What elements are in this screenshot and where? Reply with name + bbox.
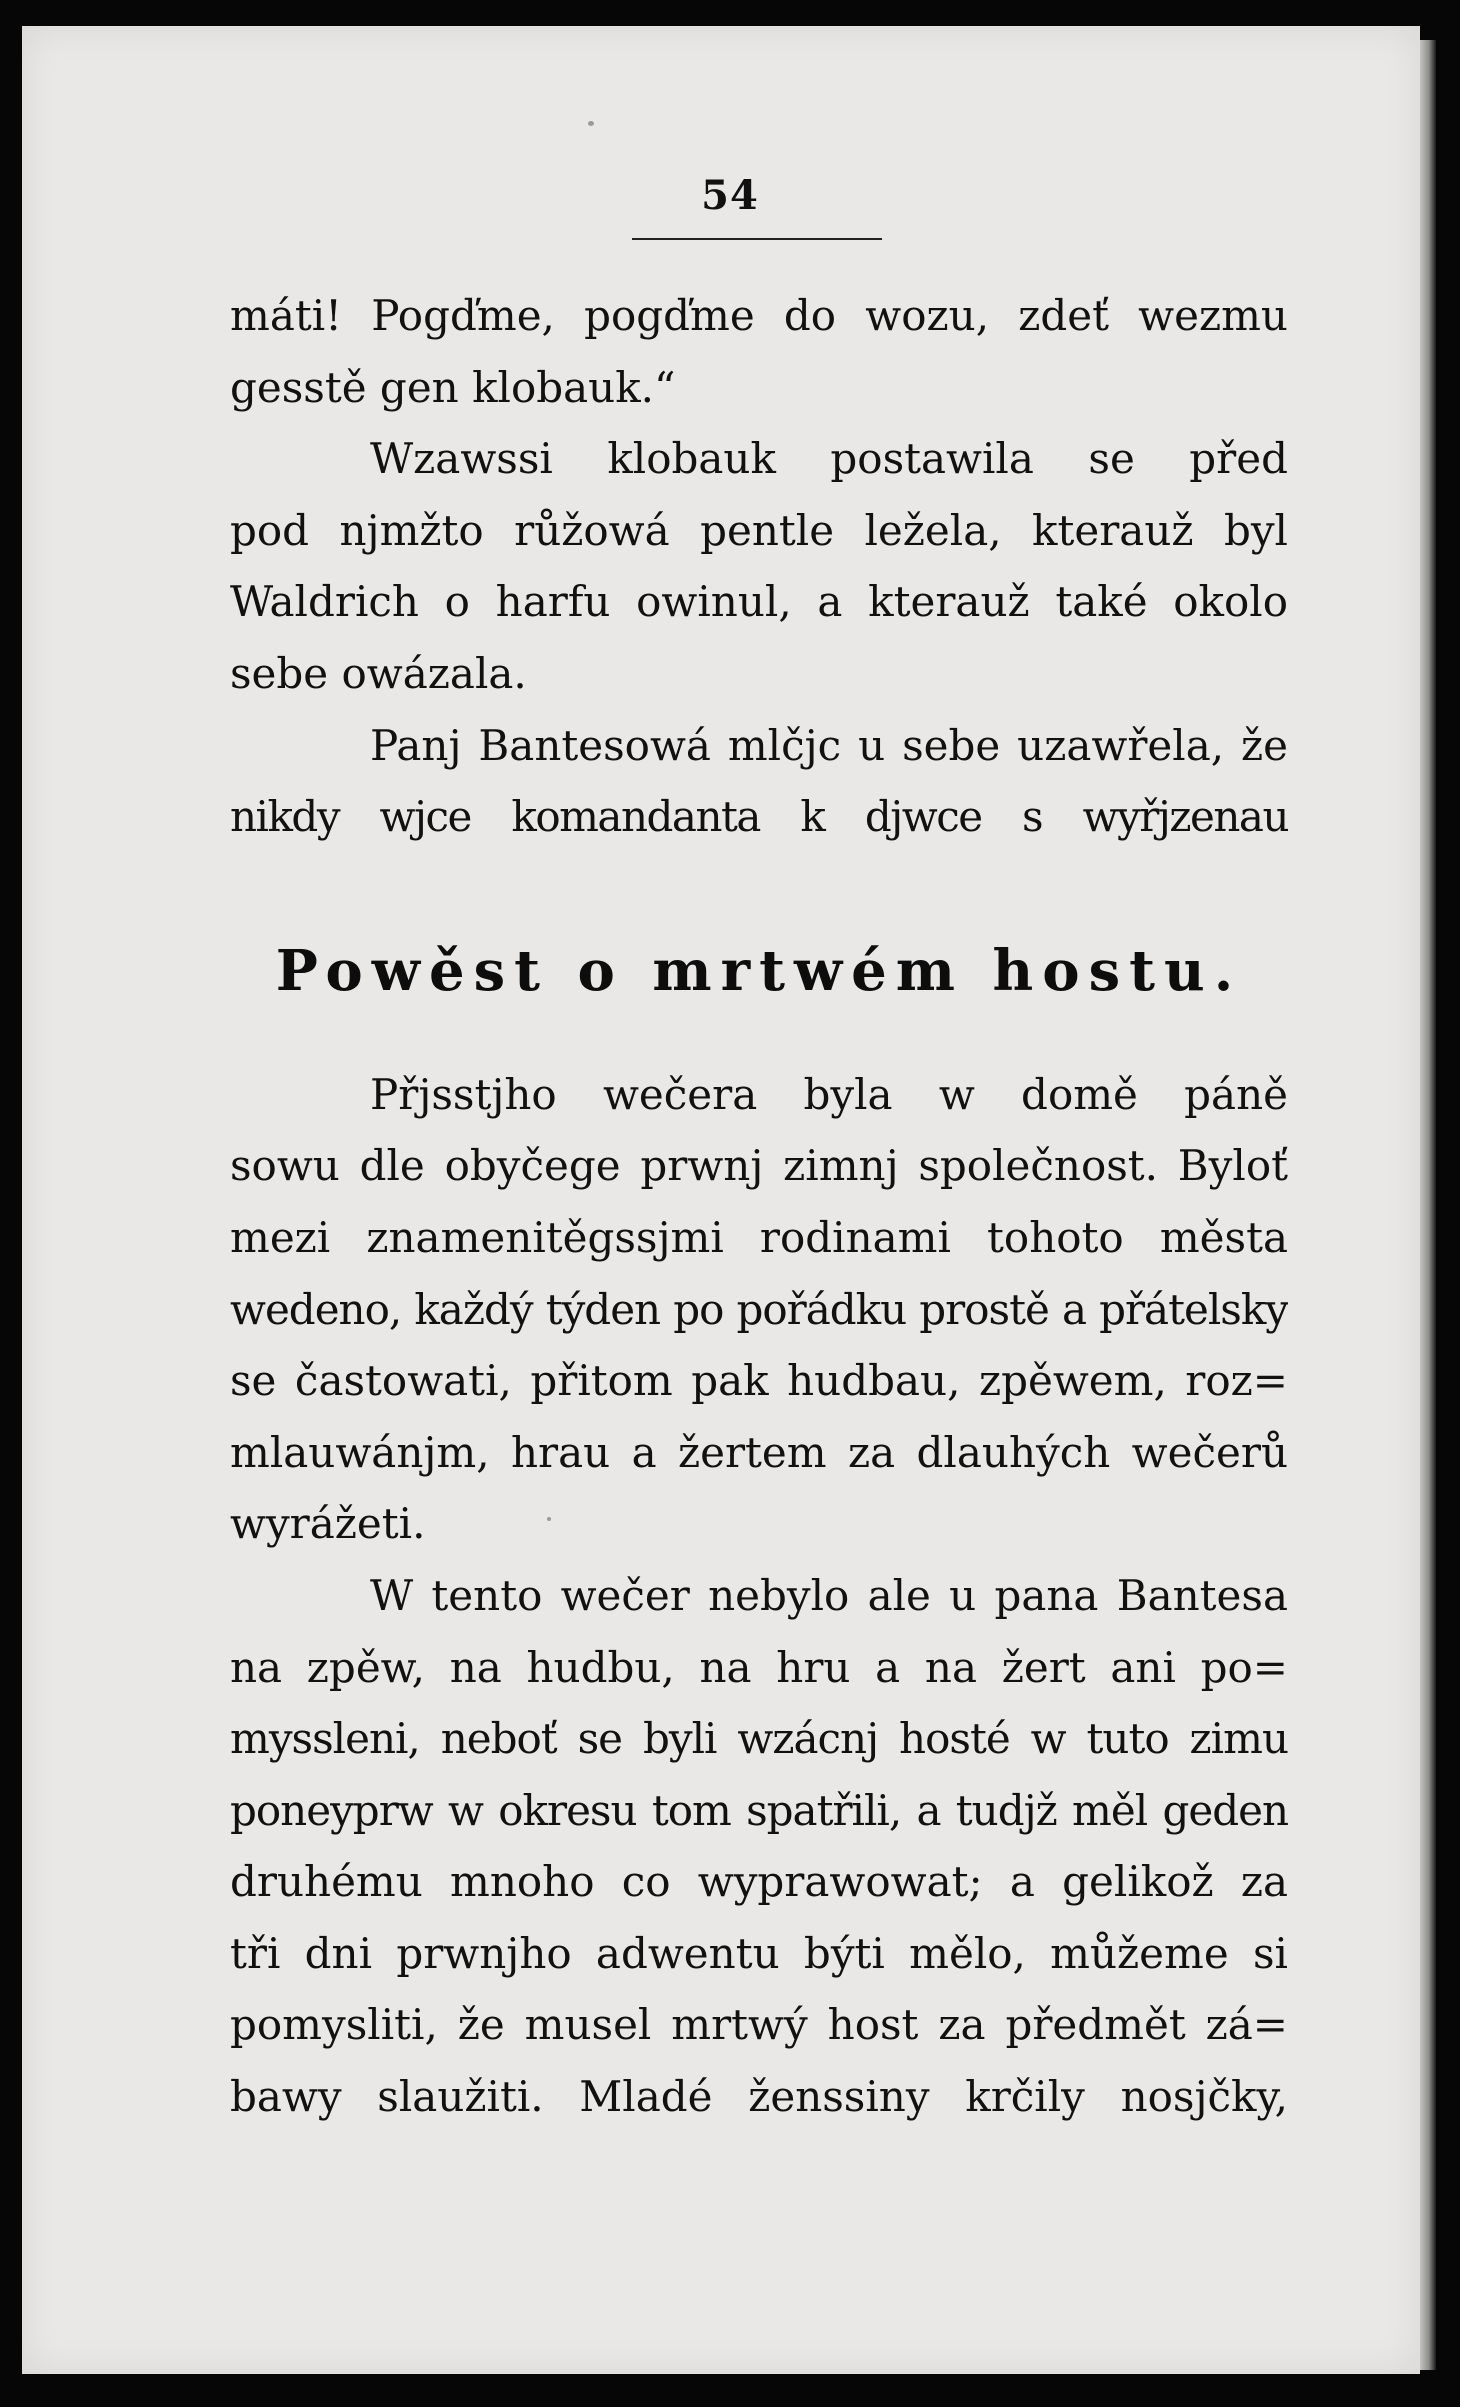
text-line: na zpěw, na hudbu, na hru a na žert ani po= (230, 1642, 1288, 1692)
text-line: mezi znamenitěgssjmi rodinami tohoto města (230, 1212, 1288, 1262)
text-line: mlauwánjm, hrau a žertem za dlauhých wečerů (230, 1427, 1288, 1477)
text-line: pomysliti, že musel mrtwý host za předmět zá= (230, 2000, 1288, 2050)
body-text (230, 280, 1288, 2133)
text-line: druhému mnoho co wyprawowat; a gelikož za (230, 1857, 1288, 1907)
text-line: tři dni prwnjho adwentu býti mělo, můžeme si (230, 1928, 1288, 1978)
text-line: Panj Bantesowá mlčjc u sebe uzawřela, že (370, 720, 1288, 770)
text-line: máti! Pogďme, pogďme do wozu, zdeť wezmu (230, 291, 1288, 340)
text-line: W tento wečer nebylo ale u pana Bantesa (370, 1570, 1288, 1620)
text-line: gesstě gen klobauk.“ (230, 362, 676, 412)
text-line: Přjsstjho wečera byla w domě páně (370, 1069, 1288, 1119)
page-number: 54 (701, 172, 759, 219)
text-line: wedeno, každý týden po pořádku prostě a přátelsky (230, 1284, 1288, 1334)
text-line: sowu dle obyčege prwnj zimnj společnost. Byloť (230, 1141, 1288, 1191)
text-line: Waldrich o harfu owinul, a kterauž také okolo (230, 577, 1288, 627)
text-line: sebe owázala. (230, 648, 527, 698)
text-line: bawy slaužiti. Mladé ženssiny krčily nosjčky, (230, 2072, 1288, 2122)
page-edge-shadow (1418, 40, 1436, 2370)
header-rule (632, 238, 882, 240)
section-heading: Powěst o mrtwém hostu. (275, 937, 1243, 1004)
text-line: se častowati, přitom pak hudbau, zpěwem, roz= (230, 1356, 1288, 1406)
text-line: pod njmžto růžowá pentle ležela, kterauž byl (230, 505, 1288, 555)
spacer (230, 1019, 1288, 1059)
text-line: Wzawssi klobauk postawila se před (370, 434, 1288, 484)
text-line: myssleni, neboť se byli wzácnj hosté w tuto zimu (230, 1714, 1288, 1764)
text-line: wyrážeti. (230, 1499, 426, 1549)
paper-speck (588, 121, 594, 126)
text-line: poneyprw w okresu tom spatřili, a tudjž měl geden (230, 1785, 1288, 1835)
spacer (230, 853, 1288, 923)
text-line: nikdy wjce komandanta k djwce s wyřjzenau (230, 792, 1288, 842)
